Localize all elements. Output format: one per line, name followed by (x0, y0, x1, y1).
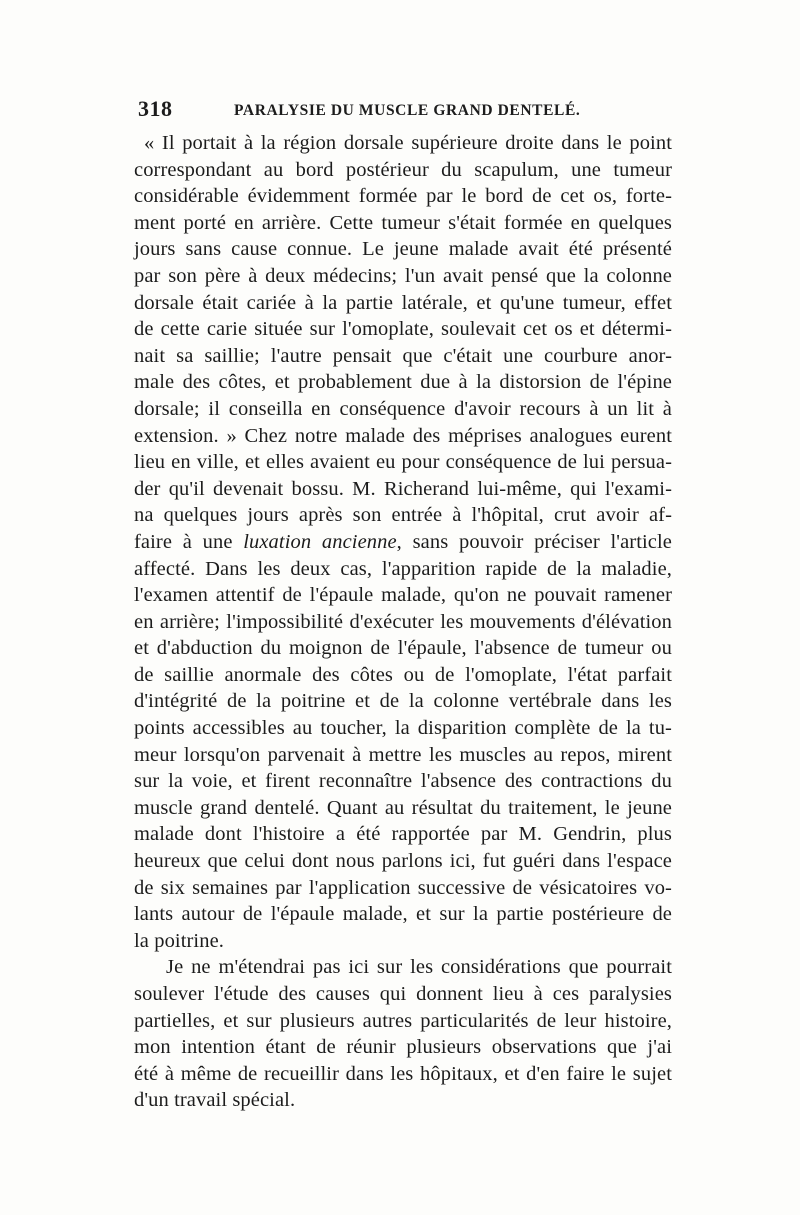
text-line: par son père à deux médecins; l'un avait pensé que la colonne (134, 264, 672, 287)
text-line: et d'abduction du moignon de l'épaule, l'absence de tumeur ou (134, 637, 672, 660)
text-line: points accessibles au toucher, la disparition complète de la tu- (134, 717, 672, 740)
text-line: l'examen attentif de l'épaule malade, qu'on ne pouvait ramener (134, 584, 672, 607)
text-line: correspondant au bord postérieur du scapulum, une tumeur (134, 158, 672, 181)
text-line: de cette carie située sur l'omoplate, soulevait cet os et détermi- (134, 318, 672, 341)
text-line: meur lorsqu'on parvenait à mettre les muscles au repos, mirent (134, 743, 672, 766)
text-line: en arrière; l'impossibilité d'exécuter les mouvements d'élévation (134, 610, 672, 633)
text-line: considérable évidemment formée par le bord de cet os, forte- (134, 185, 672, 208)
page-number: 318 (138, 96, 173, 121)
line-end: , sans pouvoir préciser l'article (396, 530, 672, 553)
text-line: été à même de recueillir dans les hôpitaux, et d'en faire le sujet (134, 1062, 672, 1085)
text-line: male des côtes, et probablement due à la distorsion de l'épine (134, 371, 672, 394)
text-line-with-italic (134, 529, 672, 556)
text-line: « Il portait à la région dorsale supérieure droite dans le point (144, 132, 672, 154)
text-line: de saillie anormale des côtes ou de l'omoplate, l'état parfait (134, 663, 672, 686)
running-head: PARALYSIE DU MUSCLE GRAND DENTELÉ. (234, 102, 581, 119)
line-start: faire à une (134, 530, 244, 553)
text-line: partielles, et sur plusieurs autres particularités de leur histoire, (134, 1009, 672, 1032)
text-line: dorsale était cariée à la partie latérale, et qu'une tumeur, effet (134, 291, 672, 314)
paragraph-end-line: la poitrine. (134, 929, 225, 952)
text-line: de six semaines par l'application successive de vésicatoires vo- (134, 876, 672, 899)
text-line: dorsale; il conseilla en conséquence d'avoir recours à un lit à (134, 397, 672, 420)
body-text (134, 130, 672, 1114)
text-line: der qu'il devenait bossu. M. Richerand lui-même, qui l'exami- (134, 477, 672, 500)
text-line: na quelques jours après son entrée à l'hôpital, crut avoir af- (134, 504, 672, 527)
paragraph-start-line: Je ne m'étendrai pas ici sur les considérations que pourrait (166, 956, 672, 979)
text-line: soulever l'étude des causes qui donnent lieu à ces paralysies (134, 983, 672, 1005)
text-line: lieu en ville, et elles avaient eu pour conséquence de lui persua- (134, 451, 672, 474)
text-line: jours sans cause connue. Le jeune malade avait été présenté (134, 238, 672, 261)
text-line: mon intention étant de réunir plusieurs observations que j'ai (134, 1036, 672, 1059)
text-line: nait sa saillie; l'autre pensait que c'était une courbure anor- (134, 344, 672, 367)
page-header (138, 96, 670, 122)
text-line: ment porté en arrière. Cette tumeur s'était formée en quelques (134, 211, 672, 234)
text-line: d'intégrité de la poitrine et de la colonne vertébrale dans les (134, 690, 672, 713)
text-line: muscle grand dentelé. Quant au résultat du traitement, le jeune (134, 796, 672, 819)
text-line: affecté. Dans les deux cas, l'apparition rapide de la maladie, (134, 557, 672, 580)
text-line: sur la voie, et firent reconnaître l'absence des contractions du (134, 770, 672, 793)
text-line: extension. » Chez notre malade des méprises analogues eurent (134, 424, 672, 447)
text-line: malade dont l'histoire a été rapportée par M. Gendrin, plus (134, 823, 672, 846)
paragraph-end-line: d'un travail spécial. (134, 1089, 296, 1112)
text-line: lants autour de l'épaule malade, et sur la partie postérieure de (134, 903, 672, 926)
text-line: heureux que celui dont nous parlons ici, fut guéri dans l'espace (134, 850, 672, 873)
italic-phrase: luxation ancienne (243, 530, 397, 553)
